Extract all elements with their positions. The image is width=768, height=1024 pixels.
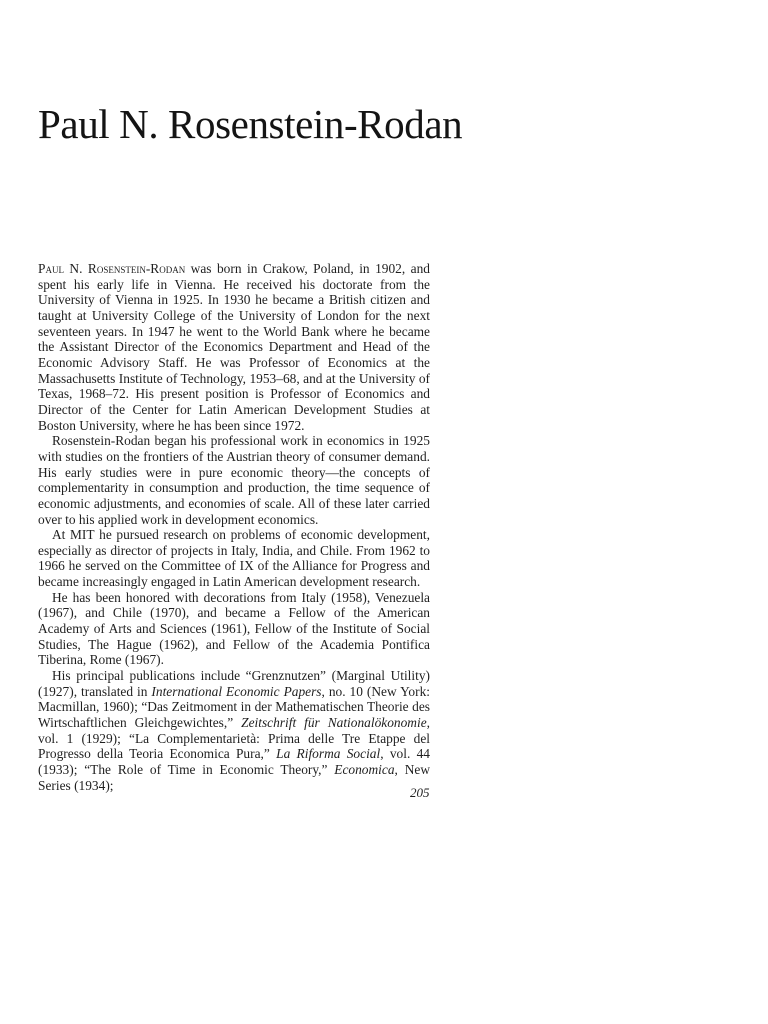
small-caps-text: Paul N. Rosenstein-Rodan (38, 261, 186, 276)
text-run: At (52, 527, 70, 543)
text-run: Rosenstein-Rodan began his professional work in economics in 1925 with studies on the frontiers of the Austrian theory of consumer demand. His early studies were in pure economic theory—the concepts of complementarity in consumption and production, the time sequence of economic adjustments, and economies of scale. All of these later carried over to his applied work in development economics. (38, 433, 430, 527)
italic-title: Economica (334, 762, 395, 777)
text-run: , vol. 44 (1933); “The Role of Time in Economic Theory,” (38, 746, 430, 777)
page-number: 205 (410, 785, 430, 800)
body-paragraph (38, 527, 430, 590)
text-run: he pursued research on problems of economic development, especially as director of projects in Italy, India, and Chile. From 1962 to 1966 he served on the Committee of IX of the Alliance for Progress and became increasingly engaged in Latin American development research. (38, 527, 430, 590)
body-paragraph (38, 668, 430, 793)
body-paragraph (38, 261, 430, 433)
body-paragraph (38, 590, 430, 668)
text-run: He has been honored with decorations from Italy (1958), Venezuela (1967), and Chile (1970), and became a Fellow of the American Academy of Arts and Sciences (1961), Fellow of the Institute of Social Studies, The Hague (1962), and Fellow of the Academia Pontifica Tiberina, Rome (1967). (38, 589, 430, 668)
biography-text (38, 261, 430, 793)
italic-title: Zeitschrift für Nationalökonomie (241, 715, 427, 731)
text-run: , no. 10 (New York: Macmillan, 1960); “Das Zeitmoment in der Mathematischen Theorie des Wirtschaftlichen Gleichgewichtes,” (38, 683, 431, 731)
italic-title: International Economic Papers (151, 683, 322, 699)
body-paragraph (38, 433, 430, 527)
text-run: His principal publications include “Grenznutzen” (Marginal Utility) (1927), translated in (38, 668, 430, 699)
text-run: was born in Crakow, Poland, in 1902, and spent his early life in Vienna. He received his doctorate from the University of Vienna in 1925. In 1930 he became a British citizen and taught at University College of the University of London for the next seventeen years. In 1947 he went to the World Bank where he became the Assistant Director of the Economics Department and Head of the Economic Advisory Staff. He was Professor of Economics at the Massachusetts Institute of Technology, 1953–68, and at the University of Texas, 1968–72. His present position is Professor of Economics and Director of the Center for Latin American Development Studies at Boston University, where he has been since 1972. (38, 261, 430, 433)
small-caps-text: MIT (70, 527, 95, 543)
text-run: , vol. 1 (1929); “La Complementarietà: Prima delle Tre Etappe del Progresso della Teoria Economica Pura,” (38, 715, 430, 762)
italic-title: La Riforma Social (276, 746, 381, 762)
chapter-title: Paul N. Rosenstein-Rodan (38, 101, 463, 147)
text-run: , New Series (1934); (38, 762, 430, 793)
